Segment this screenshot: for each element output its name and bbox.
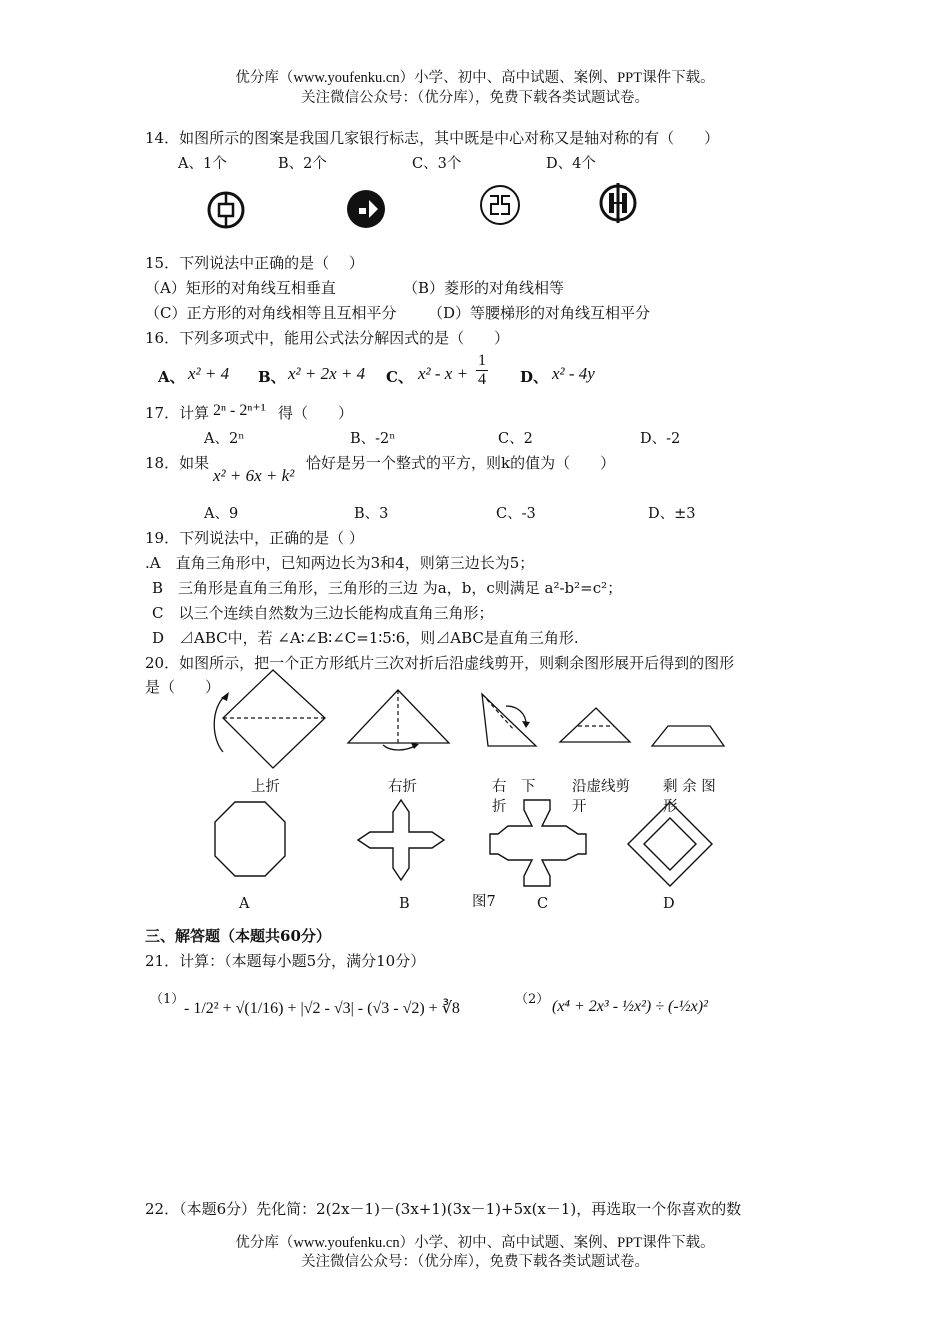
footer-line-1: 优分库（www.youfenku.cn）小学、初中、高中试题、案例、PPT课件下载。 — [235, 1235, 715, 1251]
footer-line-2: 关注微信公众号：（优分库），免费下载各类试题试卷。 — [301, 1254, 649, 1270]
q18-option-a: A、9 — [204, 506, 239, 522]
q16-expr-a: x² + 4 — [188, 364, 230, 383]
q14-option-b: B、2个 — [278, 156, 327, 172]
q21-part-2-expression: (x⁴ + 2x³ - ½x²) ÷ (-½x)² — [552, 998, 708, 1015]
bank-logo-3-icon — [478, 183, 522, 227]
step-label-right-fold: 右折 — [388, 779, 417, 795]
bank-logo-4-icon — [598, 181, 638, 225]
q17-option-d: D、-2 — [640, 431, 681, 447]
choice-b-cross-figure — [354, 798, 448, 884]
q20-stem-line-1: 20．如图所示，把一个正方形纸片三次对折后沿虚线剪开，则剩余图形展开后得到的图形 — [145, 654, 735, 672]
q20-stem-line-2: 是（ ） — [145, 678, 221, 696]
step-label-remain-2: 形 — [663, 799, 678, 815]
header-line-1: 优分库（www.youfenku.cn）小学、初中、高中试题、案例、PPT课件下载。 — [235, 70, 715, 86]
q14-option-d: D、4个 — [546, 156, 596, 172]
q15-option-d: （D）等腰梯形的对角线互相平分 — [428, 304, 651, 322]
q14-option-c: C、3个 — [412, 156, 462, 172]
figure-caption: 图7 — [472, 894, 496, 910]
q16-fraction-num: 1 — [478, 352, 486, 369]
q17-expr: 2ⁿ - 2ⁿ⁺¹ — [213, 402, 266, 419]
bank-logo-2-icon — [345, 188, 389, 230]
q15-option-a: （A）矩形的对角线互相垂直 — [145, 279, 336, 297]
q14-option-a: A、1个 — [178, 156, 227, 172]
q16-label-d: D、 — [520, 368, 549, 386]
q15-option-b: （B）菱形的对角线相等 — [403, 279, 565, 297]
q17-option-a: A、2ⁿ — [204, 431, 245, 447]
q17-prefix: 17．计算 — [145, 404, 210, 422]
q15-option-c: （C）正方形的对角线相等且互相平分 — [145, 304, 397, 322]
q16-expr-d: x² - 4y — [552, 364, 595, 383]
header-line-2: 关注微信公众号：（优分库），免费下载各类试题试卷。 — [301, 90, 649, 106]
choice-label-a: A — [239, 896, 250, 912]
q21-part-1-expression: - 1/2² + √(1/16) + |√2 - √3| - (√3 - √2) + ∛8 — [184, 1000, 460, 1017]
q19-option-a: .A 直角三角形中，已知两边长为3和4，则第三边长为5； — [145, 554, 535, 572]
q18-option-d: D、±3 — [648, 506, 696, 522]
q14-stem: 14．如图所示的图案是我国几家银行标志，其中既是中心对称又是轴对称的有（ ） — [145, 129, 720, 147]
q21-stem: 21．计算：（本题每小题5分，满分10分） — [145, 952, 426, 970]
q16-fraction-den: 4 — [478, 371, 486, 388]
choice-d-nested-diamond-figure — [626, 800, 714, 888]
step-label-cut-1: 沿虚线剪 — [572, 779, 630, 795]
step-label-remain-1: 剩 余 图 — [663, 779, 716, 795]
q16-label-b: B、 — [258, 368, 286, 386]
choice-label-c: C — [537, 896, 549, 912]
fold-step-1-figure — [205, 668, 330, 773]
q15-stem: 15．下列说法中正确的是（ ） — [145, 254, 364, 272]
q21-part-2-label: （2） — [515, 992, 550, 1007]
choice-c-cross-figure — [488, 798, 590, 888]
q16-expr-c: x² - x + — [418, 364, 469, 383]
step-label-up-fold: 上折 — [251, 779, 280, 795]
q16-label-c: C、 — [386, 368, 413, 386]
section-3-title: 三、解答题（本题共60分） — [145, 927, 331, 945]
q18-prefix: 18．如果 — [145, 454, 210, 472]
q16-fraction-c — [476, 352, 488, 389]
choice-label-d: D — [663, 896, 675, 912]
q16-label-a: A、 — [158, 368, 185, 386]
q22-stem: 22．（本题6分）先化简：2(2x－1)－(3x+1)(3x－1)+5x(x－1)，再选取一个你喜欢的数 — [145, 1200, 742, 1218]
q17-option-b: B、-2ⁿ — [350, 431, 396, 447]
q18-option-b: B、3 — [354, 506, 389, 522]
q16-expr-b: x² + 2x + 4 — [288, 364, 366, 383]
q19-option-c: C 以三个连续自然数为三边长能构成直角三角形； — [152, 604, 494, 622]
q18-suffix: 恰好是另一个整式的平方，则k的值为（ ） — [306, 454, 616, 472]
q21-part-1-label: （1） — [150, 992, 185, 1007]
fold-step-2-figure — [345, 688, 455, 752]
q17-suffix: 得（ ） — [278, 404, 354, 422]
fold-step-5-figure — [650, 724, 728, 748]
q19-option-b: B 三角形是直角三角形，三角形的三边 为a，b，c则满足 a²-b²=c²； — [152, 579, 623, 597]
choice-label-b: B — [399, 896, 410, 912]
q19-option-d: D ⊿ABC中，若 ∠A∶∠B∶∠C=1∶5∶6，则⊿ABC是直角三角形. — [152, 629, 579, 647]
bank-logo-1-icon — [206, 188, 246, 232]
q18-option-c: C、-3 — [496, 506, 536, 522]
q19-stem: 19．下列说法中，正确的是（ ） — [145, 529, 364, 547]
q16-stem: 16．下列多项式中，能用公式法分解因式的是（ ） — [145, 329, 510, 347]
q17-option-c: C、2 — [498, 431, 533, 447]
fold-step-3-figure — [478, 690, 542, 750]
step-label-right-down-1: 右 下 — [492, 779, 536, 795]
choice-a-octagon-figure — [212, 800, 288, 880]
step-label-right-down-2: 折 — [492, 799, 507, 815]
q18-expr: x² + 6x + k² — [213, 466, 295, 485]
step-label-cut-2: 开 — [572, 799, 587, 815]
fold-step-4-figure — [558, 706, 634, 746]
